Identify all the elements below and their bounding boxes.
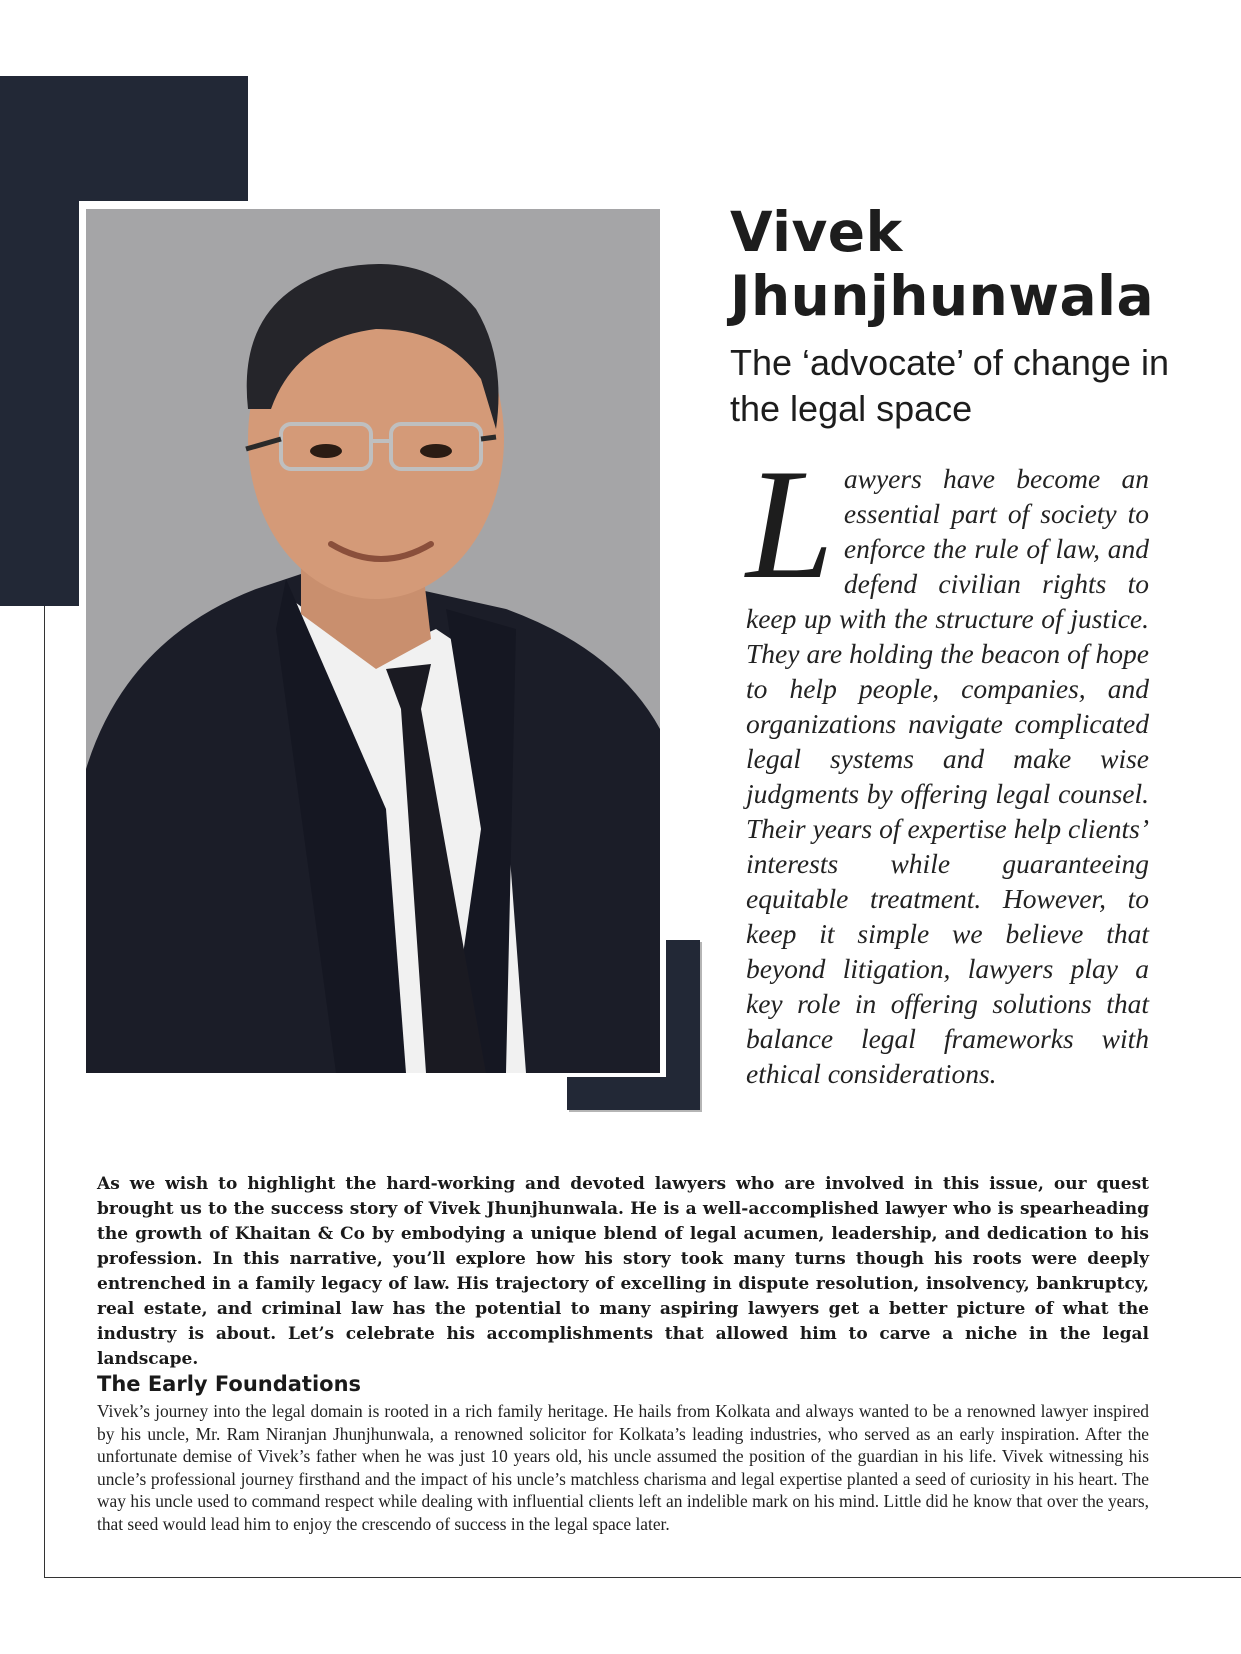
decorative-frame-line-bottom xyxy=(44,1577,1241,1578)
page-title xyxy=(730,200,1220,328)
title-first-name: Vivek xyxy=(730,200,903,264)
portrait-illustration xyxy=(86,209,660,1073)
decorative-frame-line-left xyxy=(44,606,45,1578)
section-body: Vivek’s journey into the legal domain is rooted in a rich family heritage. He hails from Kolkata and always wanted to be a renowned lawyer inspired by his uncle, Mr. Ram Niranjan Jhunjhunwala, a renowned solicitor for Kolkata’s leading industries, who served as an early inspiration. After the unfortunate demise of Vivek’s father when he was just 10 years old, his uncle assumed the position of the guardian in his life. Vivek witnessing his uncle’s professional journey firsthand and the impact of his uncle’s matchless charisma and legal expertise planted a seed of curiosity in his heart. The way his uncle used to command respect while dealing with influential clients left an indelible mark on his mind. Little did he know that over the years, that seed would lead him to enjoy the crescendo of success in the legal space later. xyxy=(97,1401,1149,1534)
intro-text: awyers have become an essential part of society to enforce the rule of law, and defend civilian rights to keep up with the structure of justice. They are holding the beacon of hope to help people, companies, and organizations navigate complicated legal systems and make wise judgments by offering legal counsel. Their years of expertise help clients’ interests while guaranteeing equitable treatment. However, to keep it simple we believe that beyond litigation, lawyers play a key role in offering solutions that balance legal frameworks with ethical considerations. xyxy=(746,463,1149,1089)
lead-paragraph: As we wish to highlight the hard-working and devoted lawyers who are involved in this issue, our quest brought us to the success story of Vivek Jhunjhunwala. He is a well-accomplished lawyer who is spearheading the growth of Khaitan & Co by embodying a unique blend of legal acumen, leadership, and dedication to his profession. In this narrative, you’ll explore how his story took many turns though his roots were deeply entrenched in a family legacy of law. His trajectory of excelling in dispute resolution, insolvency, bankruptcy, real estate, and criminal law has the potential to many aspiring lawyers get a better picture of what the industry is about. Let’s celebrate his accomplishments that allowed him to carve a niche in the legal landscape. xyxy=(97,1174,1149,1369)
page-subtitle: The ‘advocate’ of change in the legal space xyxy=(730,342,1169,429)
title-last-name: Jhunjhunwala xyxy=(730,264,1155,328)
intro-paragraph xyxy=(746,437,1149,1091)
section-heading: The Early Foundations xyxy=(97,1372,362,1396)
drop-cap: L xyxy=(746,437,834,612)
portrait-photo xyxy=(86,209,660,1073)
